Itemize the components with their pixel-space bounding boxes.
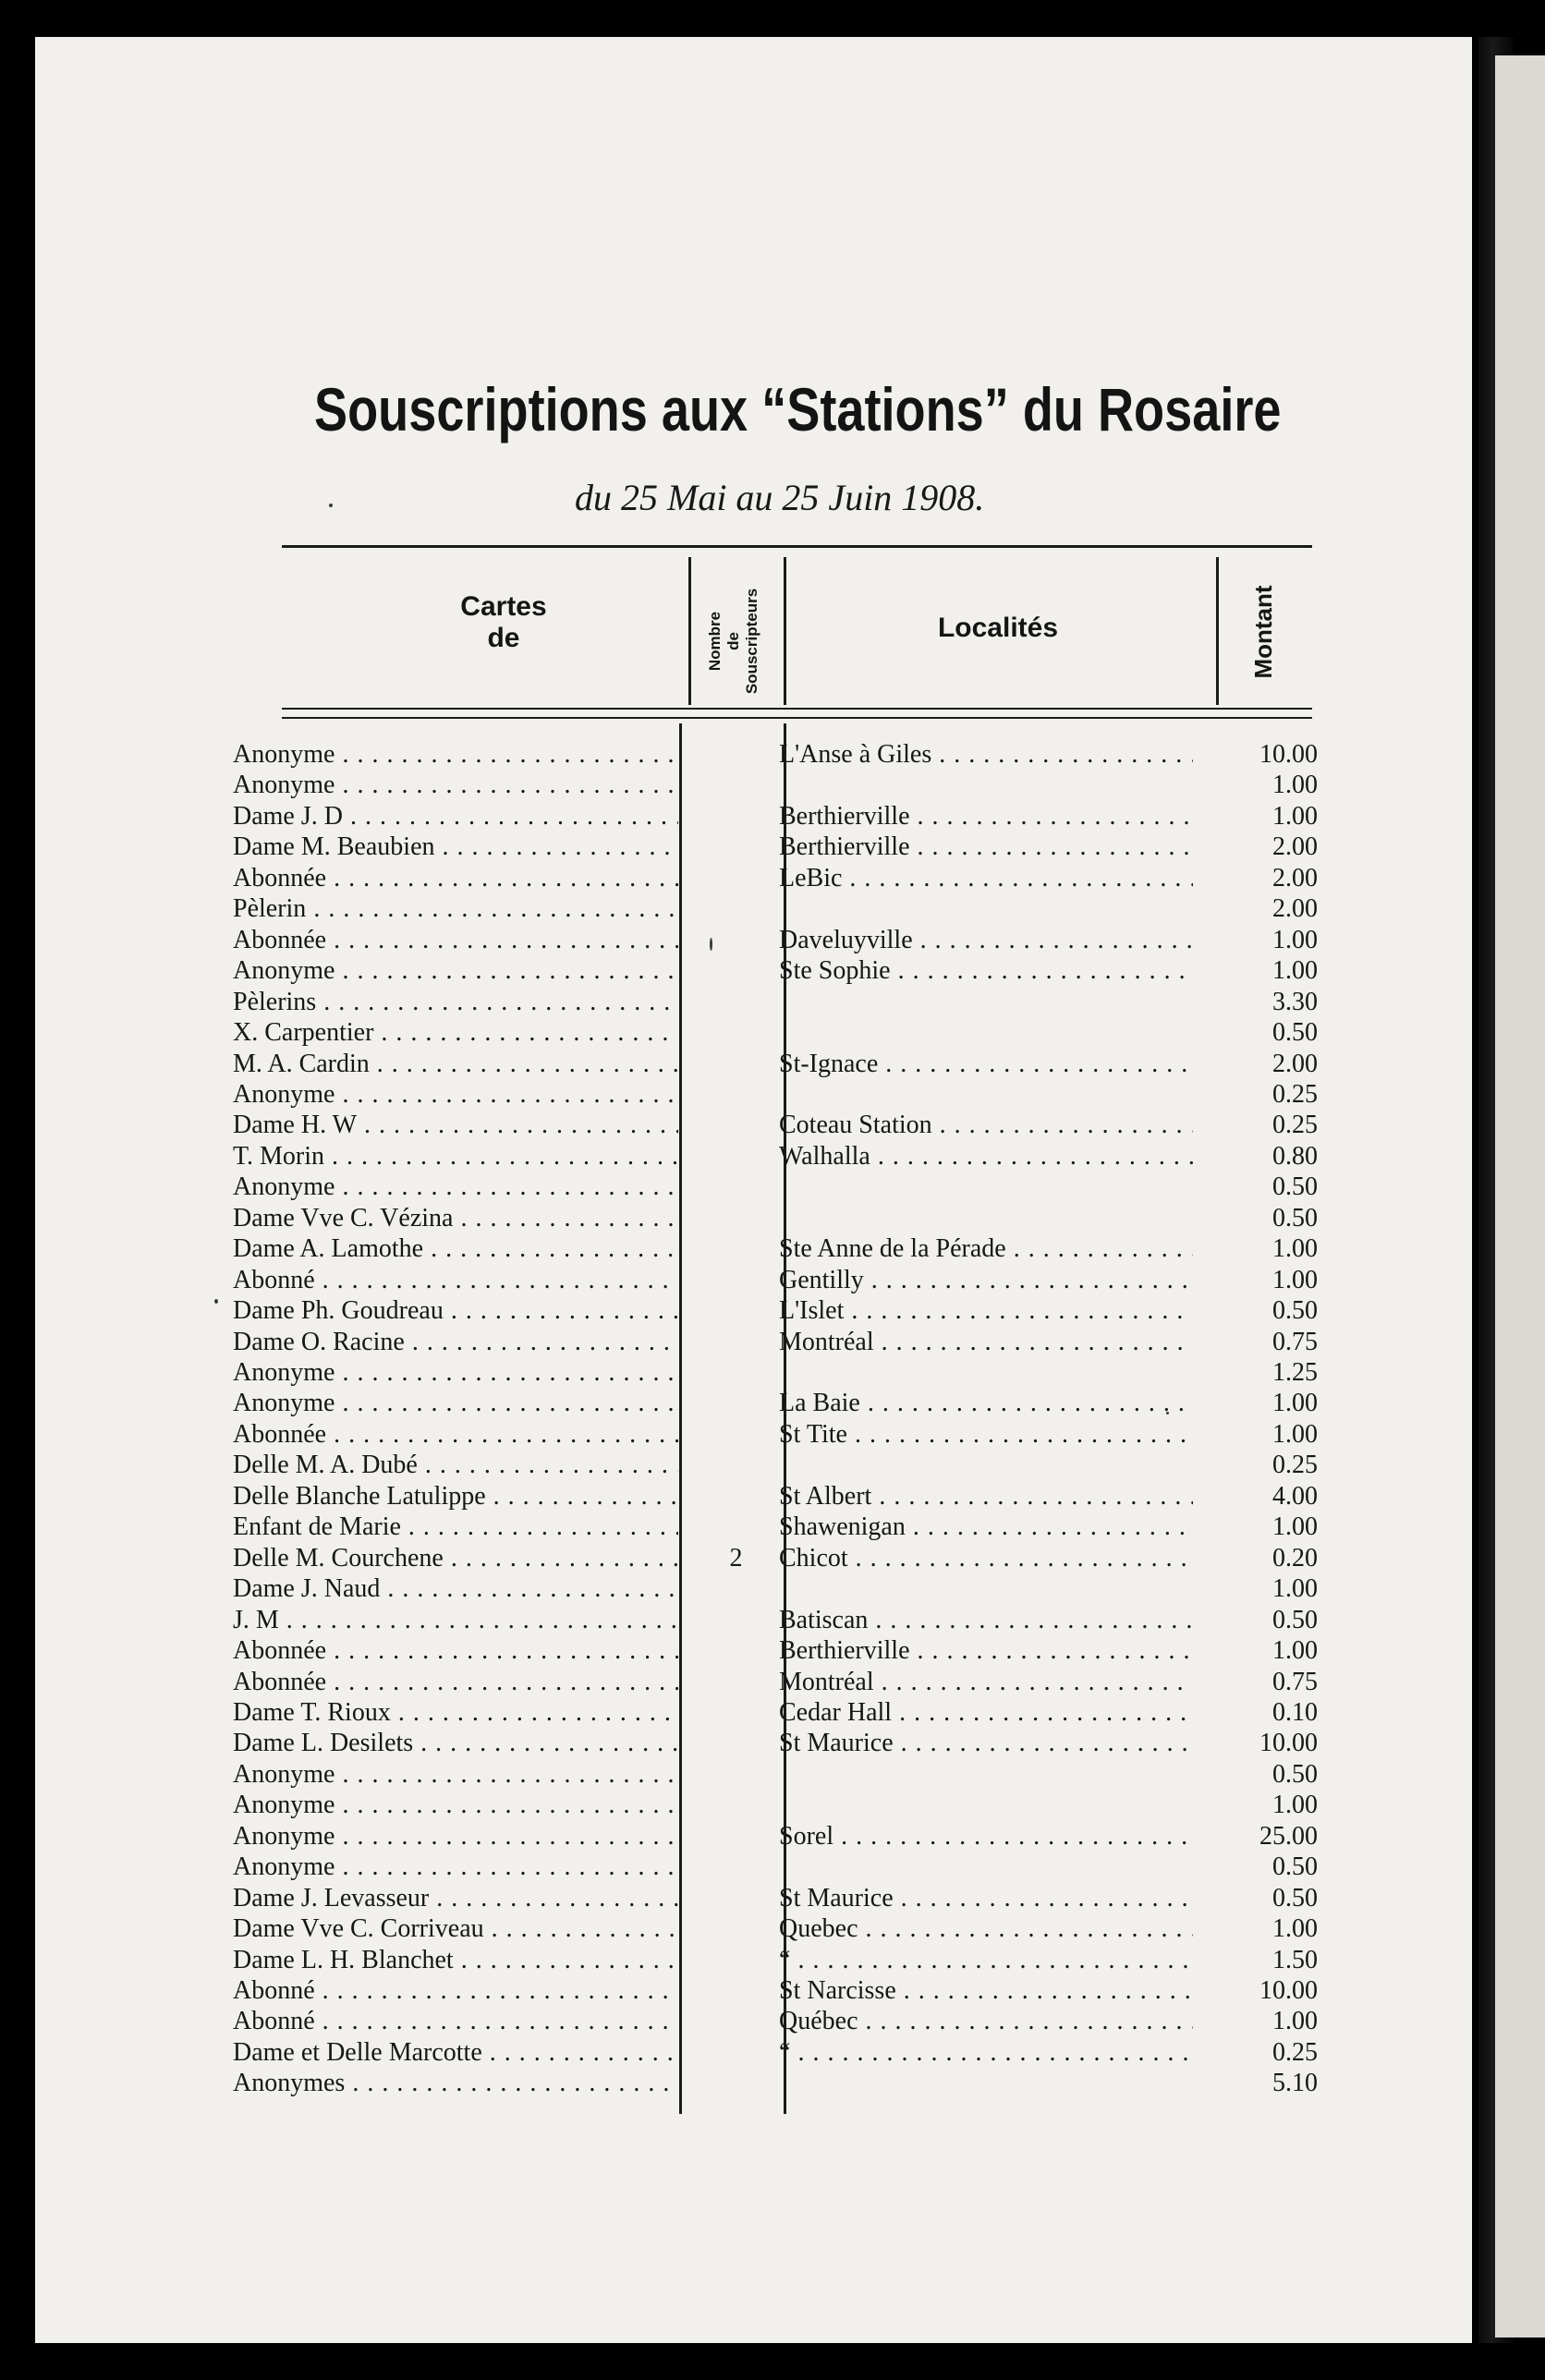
amount-value: 1.25 xyxy=(1272,1358,1318,1387)
amount-value: 25.00 xyxy=(1259,1821,1318,1851)
subscriber-name: Abonnée . . . xyxy=(233,863,678,893)
subscriber-count: 2 xyxy=(729,1543,743,1572)
subscriber-name: Dame Vve C. Vézina . . . xyxy=(233,1203,678,1233)
location-name: La Baie . . . xyxy=(779,1388,1193,1418)
table-row xyxy=(0,1388,1437,1418)
amount-value: 0.50 xyxy=(1272,1018,1318,1048)
table-row xyxy=(0,1512,1437,1542)
table-row xyxy=(0,1790,1437,1820)
location-name: LeBic . . . xyxy=(779,863,1193,893)
amount-value: 0.25 xyxy=(1272,1111,1318,1140)
table-row xyxy=(0,1172,1437,1202)
amount-value: 1.00 xyxy=(1272,1791,1318,1820)
adjacent-page-edge xyxy=(1495,55,1545,2338)
amount-value: 0.75 xyxy=(1272,1327,1318,1356)
header-top-rule xyxy=(282,545,1312,548)
amount-value: 1.00 xyxy=(1272,1636,1318,1666)
amount-value: 2.00 xyxy=(1272,832,1318,862)
amount-value: 0.50 xyxy=(1272,1203,1318,1232)
subscriber-name: Delle M. A. Dubé . . . xyxy=(233,1450,678,1480)
subscriber-name: Anonyme . . . xyxy=(233,1172,678,1202)
table-row xyxy=(0,1543,1437,1573)
header-cartes-line1: Cartes xyxy=(460,591,547,622)
subscriber-name: Dame J. Levasseur . . . xyxy=(233,1883,678,1913)
table-row xyxy=(0,770,1437,800)
table-row xyxy=(0,1233,1437,1264)
amount-value: 0.50 xyxy=(1272,1605,1318,1634)
table-row xyxy=(0,1203,1437,1233)
table-row xyxy=(0,1049,1437,1079)
amount-value: 1.00 xyxy=(1272,1389,1318,1418)
amount-value: 1.00 xyxy=(1272,1512,1318,1542)
subscriber-name: Abonné . . . xyxy=(233,2006,678,2036)
header-cartes-line2: de xyxy=(487,623,520,653)
amount-value: 1.00 xyxy=(1272,2007,1318,2036)
subscriber-name: Abonnée . . . xyxy=(233,1667,678,1697)
subscriber-name: Dame et Delle Marcotte . . . xyxy=(233,2037,678,2068)
table-row xyxy=(0,1419,1437,1450)
subscriber-name: Abonné . . . xyxy=(233,1265,678,1295)
amount-value: 0.25 xyxy=(1272,1451,1318,1480)
location-name: Montréal . . . xyxy=(779,1667,1193,1697)
subscriber-name: Dame J. D . . . xyxy=(233,801,678,832)
subscriber-name: M. A. Cardin . . . xyxy=(233,1049,678,1079)
table-row xyxy=(0,1481,1437,1512)
table-row xyxy=(0,1450,1437,1480)
header-count-line3: Souscripteurs xyxy=(743,588,760,695)
location-name: Walhalla . . . xyxy=(779,1141,1193,1172)
amount-value: 2.00 xyxy=(1272,1049,1318,1078)
amount-value: 0.50 xyxy=(1272,1296,1318,1326)
table-row xyxy=(0,1141,1437,1172)
table-row xyxy=(0,955,1437,986)
location-name: Montréal . . . xyxy=(779,1327,1193,1357)
table-row xyxy=(0,1110,1437,1140)
table-row xyxy=(0,2037,1437,2068)
location-name: Quebec . . . xyxy=(779,1913,1193,1944)
location-name: Shawenigan . . . xyxy=(779,1512,1193,1542)
subscriber-name: Anonyme . . . xyxy=(233,770,678,800)
table-row xyxy=(0,832,1437,862)
amount-value: 1.00 xyxy=(1272,771,1318,800)
subscriber-name: Delle Blanche Latulippe . . . xyxy=(233,1481,678,1512)
table-row xyxy=(0,1605,1437,1635)
header-divider-1 xyxy=(688,557,691,705)
location-name: Berthierville . . . xyxy=(779,801,1193,832)
amount-value: 1.00 xyxy=(1272,1419,1318,1449)
amount-value: 2.00 xyxy=(1272,894,1318,924)
subscriber-name: J. M . . . xyxy=(233,1605,678,1635)
page-speck xyxy=(329,504,333,507)
location-name: L'Anse à Giles . . . xyxy=(779,739,1193,770)
subscriber-name: Dame L. H. Blanchet . . . xyxy=(233,1945,678,1975)
location-name: Ste Anne de la Pérade . . . xyxy=(779,1233,1193,1264)
subscriber-name: Dame T. Rioux . . . xyxy=(233,1697,678,1728)
amount-value: 0.25 xyxy=(1272,1079,1318,1109)
subscriber-name: Delle M. Courchene . . . xyxy=(233,1543,678,1573)
header-bottom-rule-1 xyxy=(282,708,1312,710)
location-name: Daveluyville . . . xyxy=(779,925,1193,955)
subscriber-name: Dame L. Desilets . . . xyxy=(233,1728,678,1758)
location-name: Gentilly . . . xyxy=(779,1265,1193,1295)
table-row xyxy=(0,1017,1437,1048)
table-row xyxy=(0,1975,1437,2006)
table-row xyxy=(0,1821,1437,1852)
subscriber-name: Dame O. Racine . . . xyxy=(233,1327,678,1357)
header-nombre-souscripteurs xyxy=(706,567,767,715)
header-montant: Montant xyxy=(1249,585,1277,679)
location-name: “ . . . xyxy=(779,1945,1193,1975)
document-subtitle: du 25 Mai au 25 Juin 1908. xyxy=(575,477,985,518)
subscriber-name: Anonymes . . . xyxy=(233,2068,678,2098)
amount-value: 0.80 xyxy=(1272,1141,1318,1171)
subscriber-name: Anonyme . . . xyxy=(233,739,678,770)
table-row xyxy=(0,1945,1437,1975)
location-name: Cedar Hall . . . xyxy=(779,1697,1193,1728)
subscriber-name: Dame Vve C. Corriveau . . . xyxy=(233,1913,678,1944)
page-speck xyxy=(214,1299,218,1304)
table-row xyxy=(0,1759,1437,1790)
amount-value: 1.00 xyxy=(1272,1574,1318,1604)
header-count-line1: Nombre xyxy=(706,611,724,672)
header-localites: Localités xyxy=(937,613,1059,643)
location-name: St Tite . . . xyxy=(779,1419,1193,1450)
location-name: Coteau Station . . . xyxy=(779,1110,1193,1140)
table-row xyxy=(0,1265,1437,1295)
subscriber-name: Anonyme . . . xyxy=(233,955,678,986)
subscriber-name: T. Morin . . . xyxy=(233,1141,678,1172)
table-row xyxy=(0,2006,1437,2036)
table-row xyxy=(0,863,1437,893)
table-row xyxy=(0,925,1437,955)
amount-value: 1.00 xyxy=(1272,1265,1318,1294)
table-row xyxy=(0,1697,1437,1728)
subscriber-name: Dame A. Lamothe . . . xyxy=(233,1233,678,1264)
subscriber-name: Anonyme . . . xyxy=(233,1357,678,1388)
page-speck xyxy=(710,938,712,951)
amount-value: 0.75 xyxy=(1272,1667,1318,1696)
table-row xyxy=(0,739,1437,770)
subscriber-name: Enfant de Marie . . . xyxy=(233,1512,678,1542)
location-name: Sorel . . . xyxy=(779,1821,1193,1852)
amount-value: 0.50 xyxy=(1272,1172,1318,1202)
table-row xyxy=(0,1913,1437,1944)
amount-value: 4.00 xyxy=(1272,1481,1318,1511)
amount-value: 0.10 xyxy=(1272,1697,1318,1727)
subscriber-name: Abonnée . . . xyxy=(233,1635,678,1666)
table-row xyxy=(0,1635,1437,1666)
amount-value: 1.00 xyxy=(1272,925,1318,954)
amount-value: 1.00 xyxy=(1272,1914,1318,1944)
subscriber-name: Abonnée . . . xyxy=(233,925,678,955)
subscriber-name: Abonnée . . . xyxy=(233,1419,678,1450)
table-row xyxy=(0,1852,1437,1882)
location-name: Batiscan . . . xyxy=(779,1605,1193,1635)
subscriber-name: Anonyme . . . xyxy=(233,1821,678,1852)
header-divider-2 xyxy=(784,557,786,705)
page-speck xyxy=(1166,1412,1169,1415)
amount-value: 1.00 xyxy=(1272,1234,1318,1264)
location-name: St Maurice . . . xyxy=(779,1728,1193,1758)
table-row xyxy=(0,1667,1437,1697)
location-name: St Albert . . . xyxy=(779,1481,1193,1512)
location-name: Québec . . . xyxy=(779,2006,1193,2036)
subscriber-name: Dame J. Naud . . . xyxy=(233,1573,678,1604)
subscriber-name: Anonyme . . . xyxy=(233,1852,678,1882)
amount-value: 10.00 xyxy=(1259,740,1318,769)
location-name: Ste Sophie . . . xyxy=(779,955,1193,986)
table-row xyxy=(0,893,1437,924)
subscription-table xyxy=(0,739,1437,2107)
header-count-line2: de xyxy=(724,632,742,650)
header-cartes xyxy=(388,591,619,654)
amount-value: 5.10 xyxy=(1272,2069,1318,2098)
amount-value: 0.25 xyxy=(1272,2037,1318,2067)
table-row xyxy=(0,987,1437,1017)
subscriber-name: X. Carpentier . . . xyxy=(233,1017,678,1048)
location-name: Berthierville . . . xyxy=(779,832,1193,862)
table-row xyxy=(0,1728,1437,1758)
location-name: St Narcisse . . . xyxy=(779,1975,1193,2006)
subscriber-name: Anonyme . . . xyxy=(233,1759,678,1790)
header-divider-3 xyxy=(1216,557,1219,705)
header-bottom-rule-2 xyxy=(282,717,1312,719)
subscriber-name: Abonné . . . xyxy=(233,1975,678,2006)
table-row xyxy=(0,1327,1437,1357)
subscriber-name: Pèlerin . . . xyxy=(233,893,678,924)
amount-value: 1.50 xyxy=(1272,1945,1318,1974)
amount-value: 0.50 xyxy=(1272,1883,1318,1912)
location-name: St Maurice . . . xyxy=(779,1883,1193,1913)
amount-value: 3.30 xyxy=(1272,987,1318,1016)
location-name: Chicot . . . xyxy=(779,1543,1193,1573)
location-name: “ . . . xyxy=(779,2037,1193,2068)
amount-value: 1.00 xyxy=(1272,801,1318,831)
subscriber-name: Pèlerins . . . xyxy=(233,987,678,1017)
amount-value: 1.00 xyxy=(1272,956,1318,986)
table-row xyxy=(0,801,1437,832)
subscriber-name: Dame H. W . . . xyxy=(233,1110,678,1140)
subscriber-name: Anonyme . . . xyxy=(233,1079,678,1110)
subscriber-name: Dame M. Beaubien . . . xyxy=(233,832,678,862)
subscriber-name: Anonyme . . . xyxy=(233,1388,678,1418)
amount-value: 0.20 xyxy=(1272,1543,1318,1572)
amount-value: 2.00 xyxy=(1272,863,1318,892)
subscriber-name: Dame Ph. Goudreau . . . xyxy=(233,1295,678,1326)
table-row xyxy=(0,1883,1437,1913)
amount-value: 10.00 xyxy=(1259,1729,1318,1758)
document-title: Souscriptions aux “Stations” du Rosaire xyxy=(314,375,1282,443)
table-row xyxy=(0,1079,1437,1110)
location-name: Berthierville . . . xyxy=(779,1635,1193,1666)
table-row xyxy=(0,1357,1437,1388)
table-row xyxy=(0,1573,1437,1604)
table-row xyxy=(0,2068,1437,2098)
subscriber-name: Anonyme . . . xyxy=(233,1790,678,1820)
amount-value: 0.50 xyxy=(1272,1759,1318,1789)
location-name: St-Ignace . . . xyxy=(779,1049,1193,1079)
amount-value: 0.50 xyxy=(1272,1852,1318,1882)
amount-value: 10.00 xyxy=(1259,1976,1318,2005)
location-name: L'Islet . . . xyxy=(779,1295,1193,1326)
